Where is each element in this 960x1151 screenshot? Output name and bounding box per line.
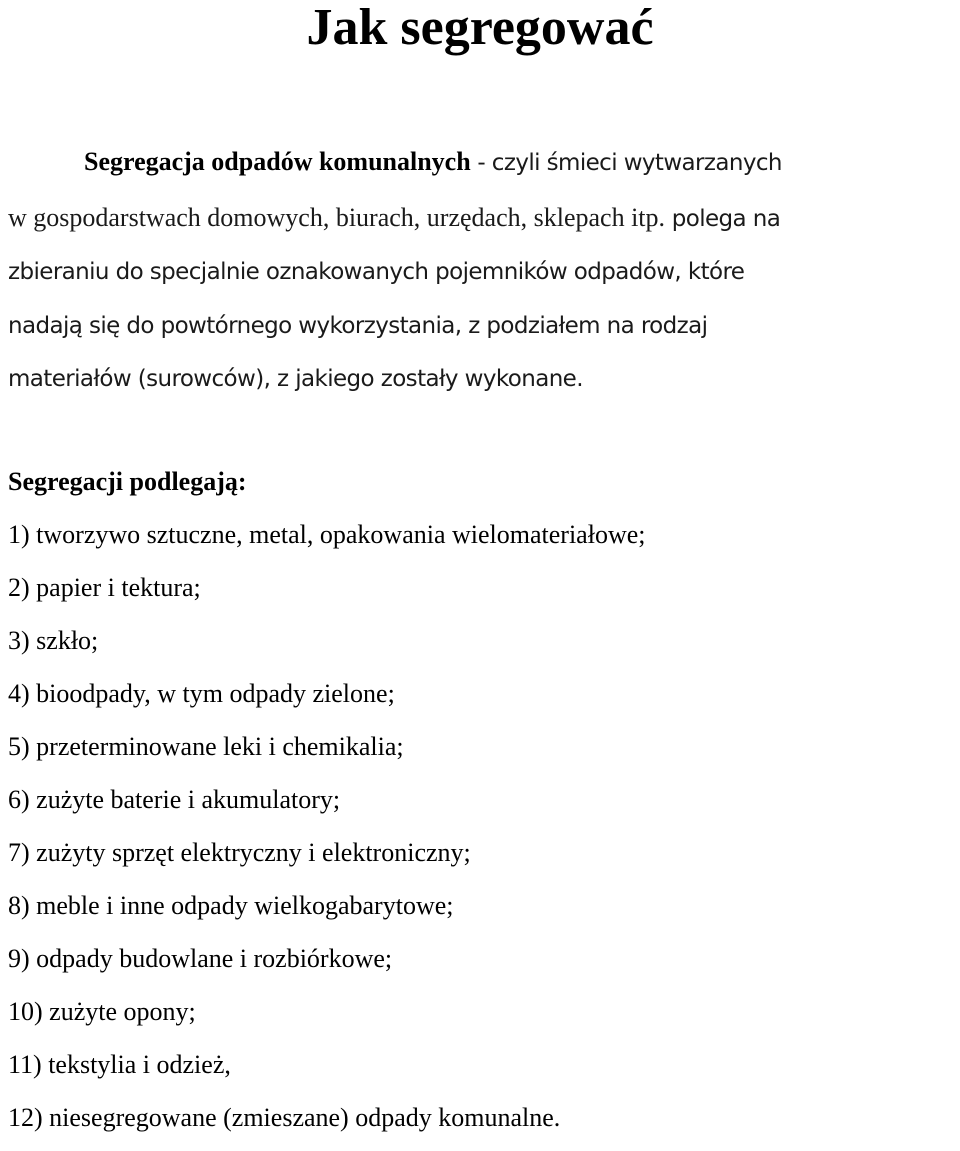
intro-line-1 (8, 135, 960, 191)
waste-category-list (8, 515, 645, 1151)
list-item: 12) niesegregowane (zmieszane) odpady komunalne. (8, 1103, 561, 1132)
intro-paragraph (8, 135, 960, 407)
list-item: 6) zużyte baterie i akumulatory; (8, 785, 341, 814)
list-item: 4) bioodpady, w tym odpady zielone; (8, 679, 395, 708)
list-item: 5) przeterminowane leki i chemikalia; (8, 732, 404, 761)
list-item: 1) tworzywo sztuczne, metal, opakowania wielomateriałowe; (8, 520, 646, 549)
intro-line-4: nadają się do powtórnego wykorzystania, z podziałem na rodzaj (8, 312, 708, 339)
page-title: Jak segregować (306, 0, 654, 56)
list-item: 3) szkło; (8, 626, 99, 655)
list-item: 7) zużyty sprzęt elektryczny i elektroniczny; (8, 838, 471, 867)
intro-lead-rest: - czyli śmieci wytwarzanych (470, 150, 782, 176)
intro-line-2-serif: w gospodarstwach domowych, biurach, urzędach, sklepach itp. (8, 202, 666, 232)
intro-line-3: zbieraniu do specjalnie oznakowanych pojemników odpadów, które (8, 259, 745, 285)
list-item: 10) zużyte opony; (8, 997, 196, 1026)
list-item: 2) papier i tektura; (8, 573, 201, 602)
intro-line-5: materiałów (surowców), z jakiego zostały wykonane. (8, 366, 583, 392)
list-item: 8) meble i inne odpady wielkogabarytowe; (8, 891, 454, 920)
intro-line-2 (8, 191, 960, 247)
intro-line-2-sans: polega na (665, 205, 781, 232)
list-item: 9) odpady budowlane i rozbiórkowe; (8, 944, 393, 973)
section-heading: Segregacji podlegają: (8, 467, 247, 496)
list-item: 11) tekstylia i odzież, (8, 1050, 231, 1079)
intro-lead-term: Segregacja odpadów komunalnych (84, 147, 471, 176)
